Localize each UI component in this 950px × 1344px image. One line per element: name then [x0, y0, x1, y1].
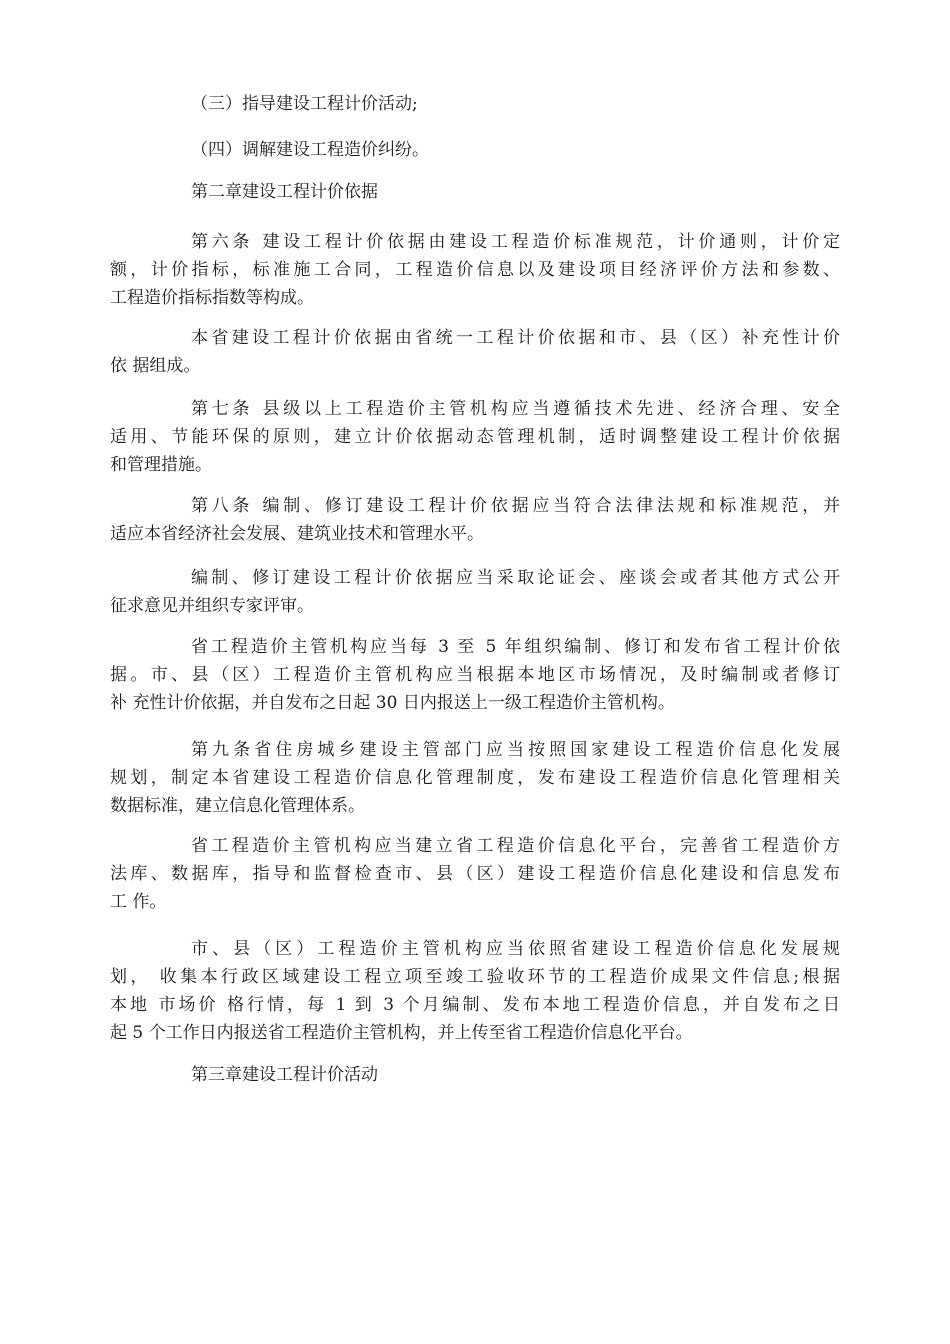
paragraph-line: 省工程造价主管机构应当每 3 至 5 年组织编制、修订和发布省工程计价依 [191, 637, 840, 657]
article-6-clause-2 [110, 324, 840, 380]
paragraph-item-3 [110, 90, 840, 118]
article-8 [110, 492, 840, 548]
paragraph-line: 法库、数据库，指导和监督检查市、县（区）建设工程造价信息化建设和信息发布 [110, 864, 840, 884]
paragraph-line: 编制、修订建设工程计价依据应当采取论证会、座谈会或者其他方式公开 [191, 568, 840, 588]
paragraph-line: 起 5 个工作日内报送省工程造价主管机构，并上传至省工程造价信息化平台。 [110, 1023, 693, 1043]
article-9-clause-2 [110, 832, 840, 916]
paragraph-line: 第八条 编制、修订建设工程计价依据应当符合法律法规和标准规范，并 [191, 496, 840, 516]
paragraph-line: 补 充性计价依据，并自发布之日起 30 日内报送上一级工程造价主管机构。 [110, 693, 675, 713]
paragraph-line: 适应本省经济社会发展、建筑业技术和管理水平。 [110, 524, 484, 544]
paragraph-line: 数据标准，建立信息化管理体系。 [110, 796, 365, 816]
paragraph-line: 第七条 县级以上工程造价主管机构应当遵循技术先进、经济合理、安全 [191, 399, 840, 419]
chapter-heading-2 [110, 178, 840, 206]
chapter-title: 第三章建设工程计价活动 [191, 1065, 378, 1085]
paragraph-line: 征求意见并组织专家评审。 [110, 596, 314, 616]
paragraph-line: 省工程造价主管机构应当建立省工程造价信息化平台，完善省工程造价方 [191, 836, 840, 856]
paragraph-line: 第九条省住房城乡建设主管部门应当按照国家建设工程造价信息化发展 [191, 740, 840, 760]
article-8-clause-3 [110, 633, 840, 717]
paragraph-line: 本地 市场价 格行情，每 1 到 3 个月编制、发布本地工程造价信息，并自发布之日 [110, 995, 840, 1015]
paragraph-line: 第六条 建设工程计价依据由建设工程造价标准规范，计价通则，计价定 [191, 232, 840, 252]
paragraph-line: 适用、节能环保的原则，建立计价依据动态管理机制，适时调整建设工程计价依据 [110, 427, 840, 447]
chapter-title: 第二章建设工程计价依据 [191, 182, 378, 202]
paragraph-line: 额，计价指标，标准施工合同，工程造价信息以及建设项目经济评价方法和参数、 [110, 260, 840, 280]
chapter-heading-3 [110, 1061, 840, 1089]
paragraph-line: 工 作。 [110, 892, 167, 912]
paragraph-line: （四）调解建设工程造价纠纷。 [191, 140, 429, 160]
paragraph-line: 工程造价指标指数等构成。 [110, 288, 314, 308]
paragraph-line: 规划，制定本省建设工程造价信息化管理制度，发布建设工程造价信息化管理相关 [110, 768, 840, 788]
paragraph-line: 市、县（区）工程造价主管机构应当依照省建设工程造价信息化发展规 [191, 939, 840, 959]
paragraph-line: 据。市、县（区）工程造价主管机构应当根据本地区市场情况，及时编制或者修订 [110, 665, 840, 685]
paragraph-item-4 [110, 136, 840, 164]
paragraph-line: 和管理措施。 [110, 455, 212, 475]
paragraph-line: （三）指导建设工程计价活动; [191, 94, 418, 114]
paragraph-line: 本省建设工程计价依据由省统一工程计价依据和市、县（区）补充性计价 [191, 328, 840, 348]
article-7 [110, 395, 840, 479]
paragraph-line: 依 据组成。 [110, 356, 201, 376]
paragraph-line: 划， 收集本行政区域建设工程立项至竣工验收环节的工程造价成果文件信息;根据 [110, 967, 840, 987]
article-9-clause-3 [110, 935, 840, 1047]
article-9 [110, 736, 840, 820]
article-8-clause-2 [110, 564, 840, 620]
article-6 [110, 228, 840, 312]
